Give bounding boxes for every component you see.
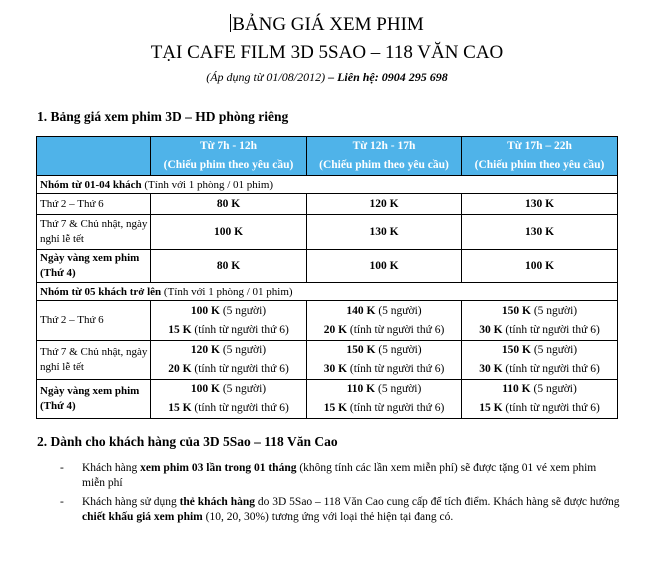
price-cell: 100 K (5 người) 15 K (tính từ người thứ 6) (151, 301, 307, 341)
price-cell: 120 K (5 người) 20 K (tính từ người thứ 6) (151, 341, 307, 380)
group2-title: Nhóm từ 05 khách trở lên (Tính với 1 phòng / 01 phim) (37, 283, 618, 301)
price-cell: 100 K (307, 250, 462, 283)
price-cell: 150 K (5 người) 30 K (tính từ người thứ 6) (462, 301, 618, 341)
price-cell: 120 K (307, 194, 462, 215)
price-cell: 110 K (5 người) 15 K (tính từ người thứ 6) (307, 380, 462, 419)
bullet-dash: - (60, 462, 64, 474)
row-label: Thứ 7 & Chủ nhật, ngày nghỉ lễ tết (37, 341, 151, 380)
price-cell: 130 K (307, 215, 462, 250)
subtitle (0, 70, 654, 85)
price-cell: 100 K (5 người) 15 K (tính từ người thứ 6) (151, 380, 307, 419)
row-label: Thứ 2 – Thứ 6 (37, 194, 151, 215)
price-cell: 100 K (462, 250, 618, 283)
group2-row (37, 283, 618, 301)
col-header-afternoon: Từ 12h - 17h (Chiếu phim theo yêu cầu) (307, 137, 462, 176)
price-cell: 80 K (151, 250, 307, 283)
price-cell: 130 K (462, 194, 618, 215)
header-corner (37, 137, 151, 176)
document-title-line2: TẠI CAFE FILM 3D 5SAO – 118 VĂN CAO (150, 42, 504, 63)
price-cell: 80 K (151, 194, 307, 215)
list-item: - Khách hàng xem phim 03 lần trong 01 tháng (không tính các lần xem miễn phí) sẽ được tặng 01 vé xem phim miễn phí (60, 462, 597, 489)
price-cell: 100 K (151, 215, 307, 250)
section2-heading: 2. Dành cho khách hàng của 3D 5Sao – 118 Văn Cao (37, 434, 338, 449)
price-cell: 110 K (5 người) 15 K (tính từ người thứ 6) (462, 380, 618, 419)
document-title-line1: BẢNG GIÁ XEM PHIM (232, 14, 424, 35)
table-row (37, 250, 618, 283)
table-row (37, 215, 618, 250)
group1-row (37, 176, 618, 194)
group1-title: Nhóm từ 01-04 khách (Tính với 1 phòng / 01 phim) (37, 176, 618, 194)
list-item: - Khách hàng sử dụng thẻ khách hàng do 3D 5Sao – 118 Văn Cao cung cấp để tích điểm. Khách hàng sẽ được hưởng chiết khấu giá xem phim (10, 20, 30%) tương ứng với loại thẻ hiện tại đang có. (60, 496, 620, 523)
price-cell: 130 K (462, 215, 618, 250)
row-label: Ngày vàng xem phim (Thứ 4) (37, 250, 151, 283)
contact-phone: – Liên hệ: 0904 295 698 (325, 70, 448, 84)
col-header-evening: Từ 17h – 22h (Chiếu phim theo yêu cầu) (462, 137, 618, 176)
table-row (37, 301, 618, 341)
row-label: Ngày vàng xem phim (Thứ 4) (37, 380, 151, 419)
table-row (37, 194, 618, 215)
row-label: Thứ 7 & Chủ nhật, ngày nghỉ lễ tết (37, 215, 151, 250)
bullet-dash: - (60, 496, 64, 508)
price-cell: 150 K (5 người) 30 K (tính từ người thứ 6) (307, 341, 462, 380)
price-cell: 140 K (5 người) 20 K (tính từ người thứ 6) (307, 301, 462, 341)
price-cell: 150 K (5 người) 30 K (tính từ người thứ 6) (462, 341, 618, 380)
table-header-row (37, 137, 618, 176)
table-row (37, 341, 618, 380)
table-row (37, 380, 618, 419)
price-table (36, 136, 618, 419)
benefits-list (60, 461, 620, 529)
applied-date: (Áp dụng từ 01/08/2012) (206, 70, 326, 84)
row-label: Thứ 2 – Thứ 6 (37, 301, 151, 341)
section1-heading: 1. Bảng giá xem phim 3D – HD phòng riêng (37, 109, 289, 124)
col-header-morning: Từ 7h - 12h (Chiếu phim theo yêu cầu) (151, 137, 307, 176)
